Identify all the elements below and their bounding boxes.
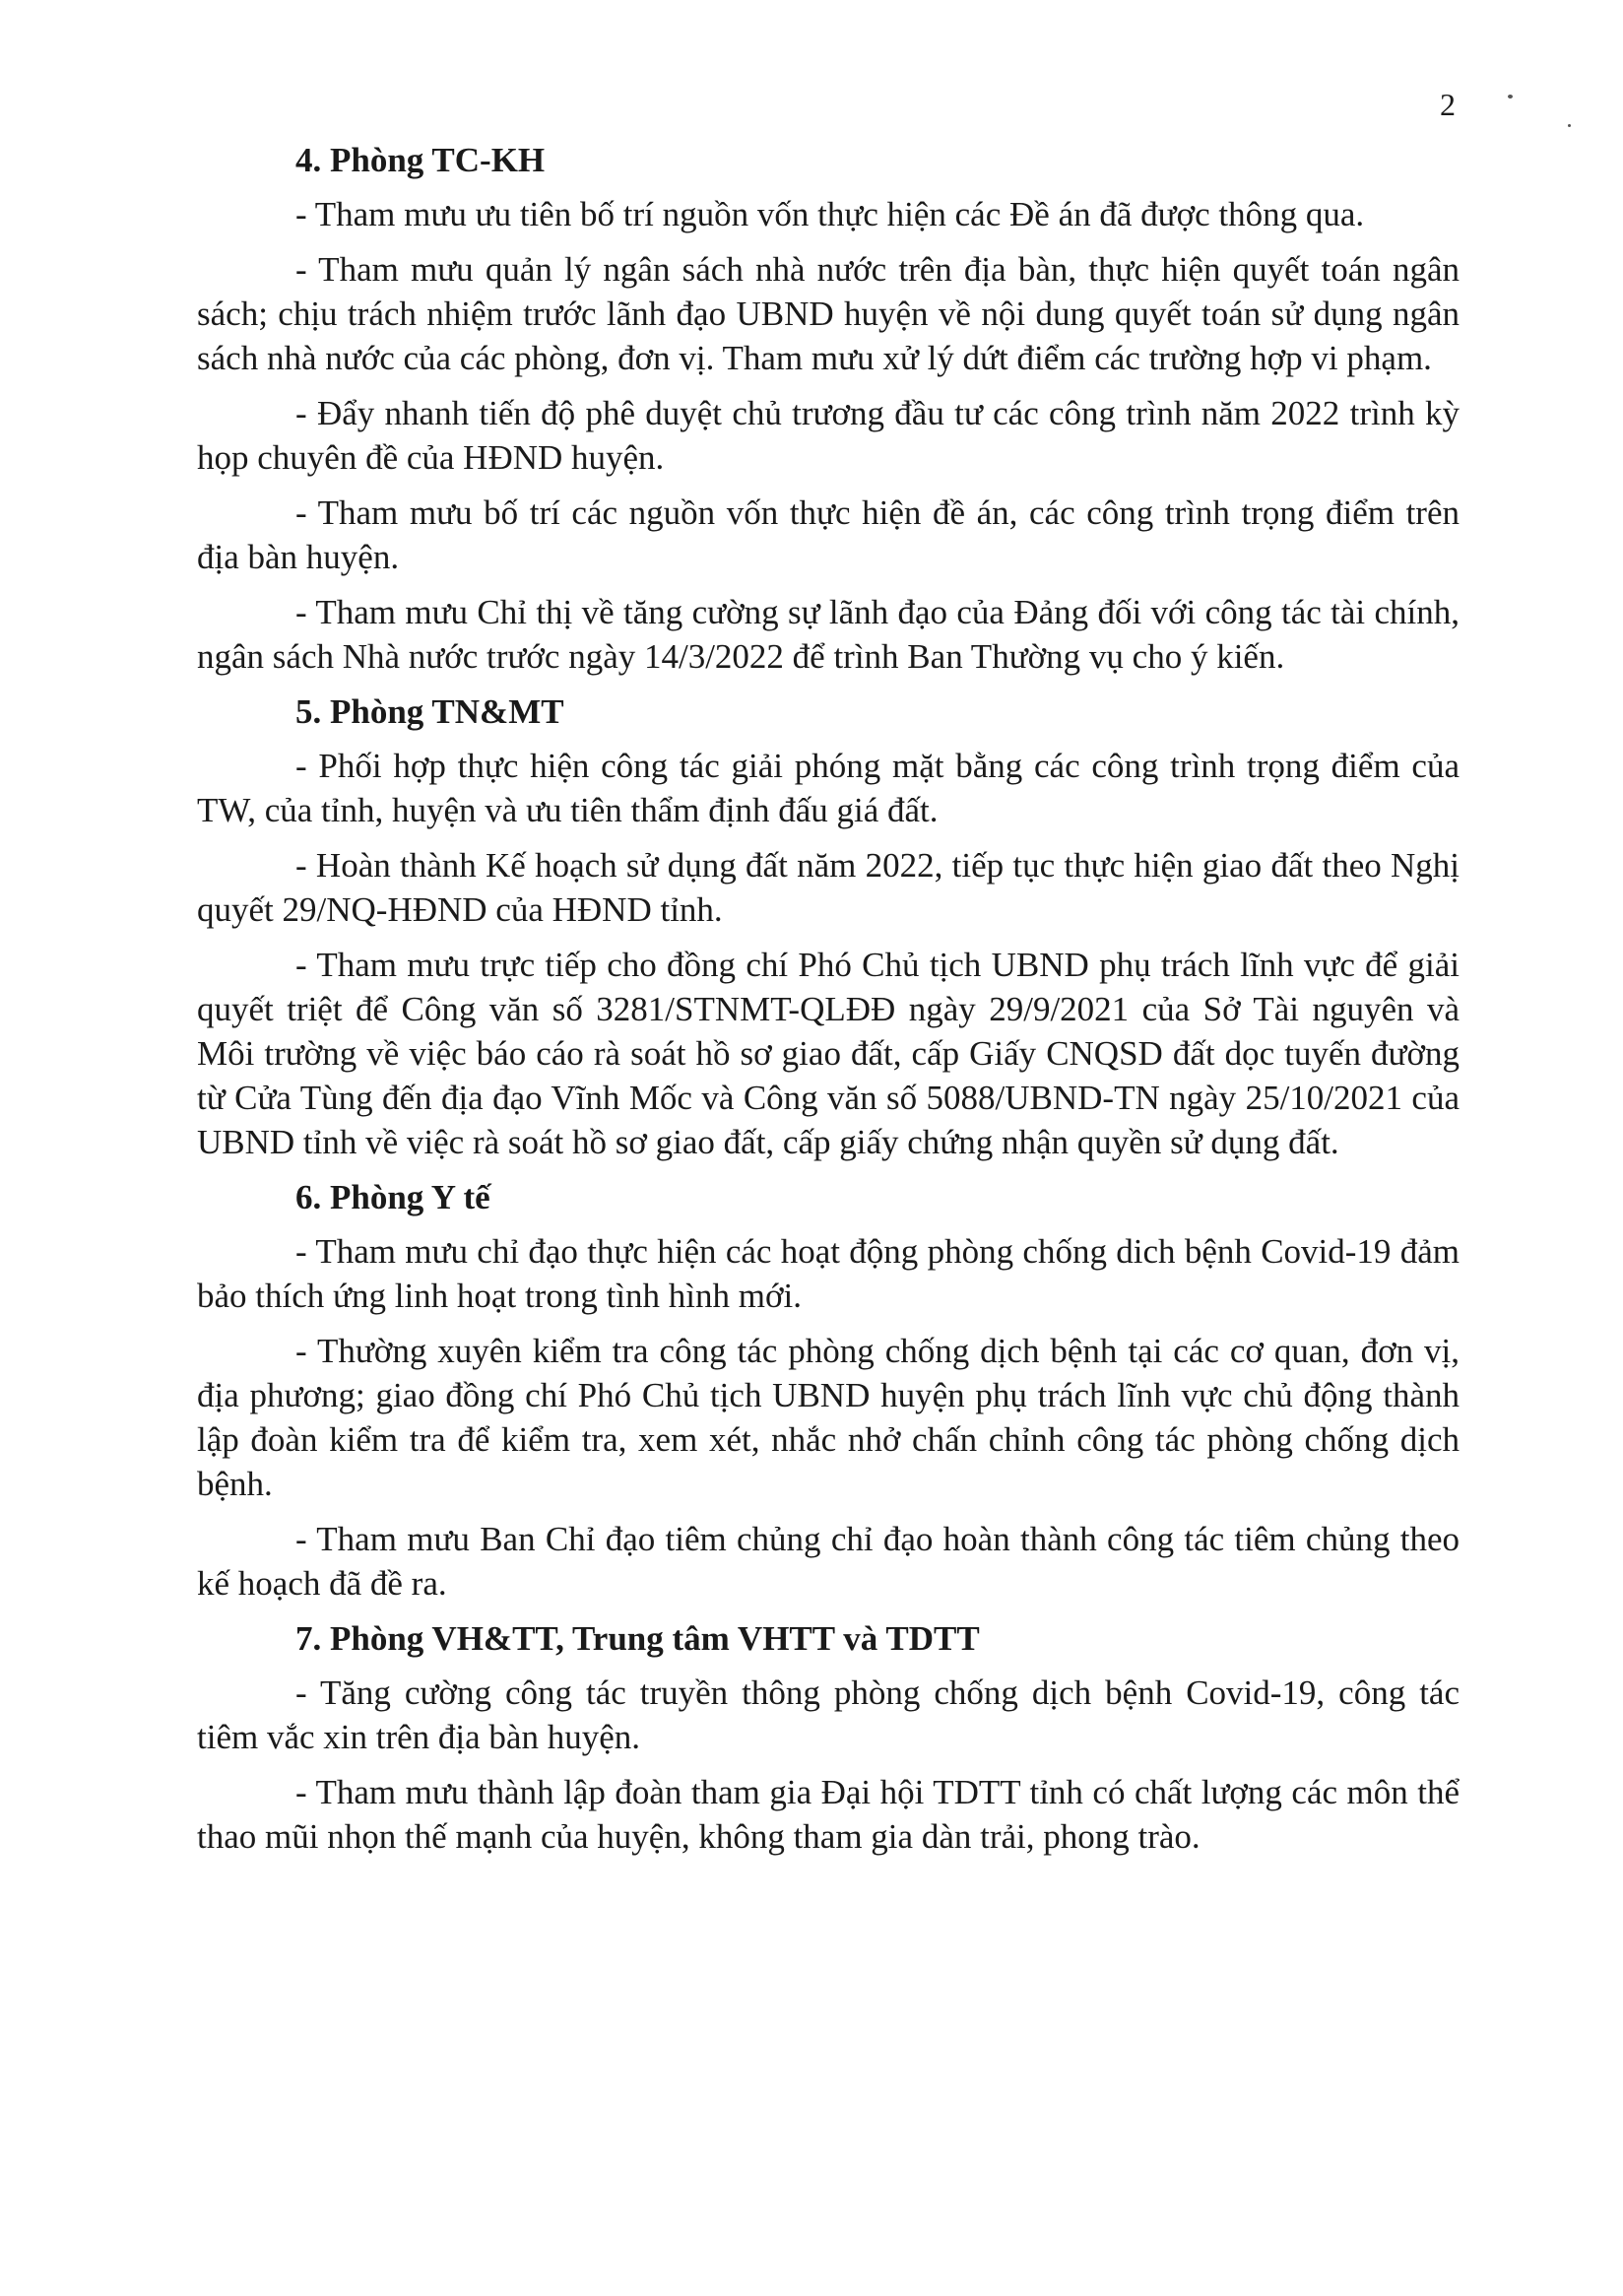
paragraph: - Tham mưu Chỉ thị về tăng cường sự lãnh đạo của Đảng đối với công tác tài chính, ngân sách Nhà nước trước ngày 14/3/2022 để trình Ban Thường vụ cho ý kiến. xyxy=(197,593,1460,676)
section-phong-y-te xyxy=(197,1175,1460,1606)
page-number: 2 xyxy=(1440,87,1456,122)
paragraph: - Tham mưu chỉ đạo thực hiện các hoạt động phòng chống dich bệnh Covid-19 đảm bảo thích ứng linh hoạt trong tình hình mới. xyxy=(197,1232,1460,1315)
paragraph: - Hoàn thành Kế hoạch sử dụng đất năm 2022, tiếp tục thực hiện giao đất theo Nghị quyết 29/NQ-HĐND của HĐND tỉnh. xyxy=(197,846,1460,929)
scan-speck xyxy=(1508,95,1513,98)
paragraph: - Thường xuyên kiểm tra công tác phòng chống dịch bệnh tại các cơ quan, đơn vị, địa phương; giao đồng chí Phó Chủ tịch UBND huyện phụ trách lĩnh vực chủ động thành lập đoàn kiểm tra để kiểm tra, xem xét, nhắc nhở chấn chỉnh công tác phòng chống dịch bệnh. xyxy=(197,1332,1460,1503)
paragraph: - Tham mưu quản lý ngân sách nhà nước trên địa bàn, thực hiện quyết toán ngân sách; chịu trách nhiệm trước lãnh đạo UBND huyện về nội dung quyết toán sử dụng ngân sách nhà nước của các phòng, đơn vị. Tham mưu xử lý dứt điểm các trường hợp vi phạm. xyxy=(197,250,1460,377)
section-phong-tn-mt xyxy=(197,689,1460,1164)
paragraph: - Tham mưu thành lập đoàn tham gia Đại hội TDTT tỉnh có chất lượng các môn thể thao mũi nhọn thế mạnh của huyện, không tham gia dàn trải, phong trào. xyxy=(197,1773,1460,1856)
paragraph: - Tăng cường công tác truyền thông phòng chống dịch bệnh Covid-19, công tác tiêm vắc xin trên địa bàn huyện. xyxy=(197,1673,1460,1756)
paragraph: - Phối hợp thực hiện công tác giải phóng mặt bằng các công trình trọng điểm của TW, của tỉnh, huyện và ưu tiên thẩm định đấu giá đất. xyxy=(197,747,1460,829)
paragraph: - Tham mưu Ban Chỉ đạo tiêm chủng chỉ đạo hoàn thành công tác tiêm chủng theo kế hoạch đã đề ra. xyxy=(197,1520,1460,1603)
paragraph: - Tham mưu bố trí các nguồn vốn thực hiện đề án, các công trình trọng điểm trên địa bàn huyện. xyxy=(197,493,1460,576)
section-phong-vh-tt xyxy=(197,1616,1460,1859)
paragraph: - Đẩy nhanh tiến độ phê duyệt chủ trương đầu tư các công trình năm 2022 trình kỳ họp chuyên đề của HĐND huyện. xyxy=(197,394,1460,477)
section-heading: 6. Phòng Y tế xyxy=(295,1178,490,1216)
section-heading: 5. Phòng TN&MT xyxy=(295,692,564,731)
section-phong-tc-kh xyxy=(197,138,1460,679)
document-body xyxy=(197,138,1460,1870)
paragraph: - Tham mưu trực tiếp cho đồng chí Phó Chủ tịch UBND phụ trách lĩnh vực để giải quyết triệt để Công văn số 3281/STNMT-QLĐĐ ngày 29/9/2021 của Sở Tài nguyên và Môi trường về việc báo cáo rà soát hồ sơ giao đất, cấp Giấy CNQSD đất dọc tuyến đường từ Cửa Tùng đến địa đạo Vĩnh Mốc và Công văn số 5088/UBND-TN ngày 25/10/2021 của UBND tỉnh về việc rà soát hồ sơ giao đất, cấp giấy chứng nhận quyền sử dụng đất. xyxy=(197,946,1460,1161)
section-heading: 7. Phòng VH&TT, Trung tâm VHTT và TDTT xyxy=(295,1619,980,1658)
scan-speck xyxy=(1568,124,1571,127)
section-heading: 4. Phòng TC-KH xyxy=(295,141,546,179)
paragraph: - Tham mưu ưu tiên bố trí nguồn vốn thực hiện các Đề án đã được thông qua. xyxy=(295,195,1365,233)
